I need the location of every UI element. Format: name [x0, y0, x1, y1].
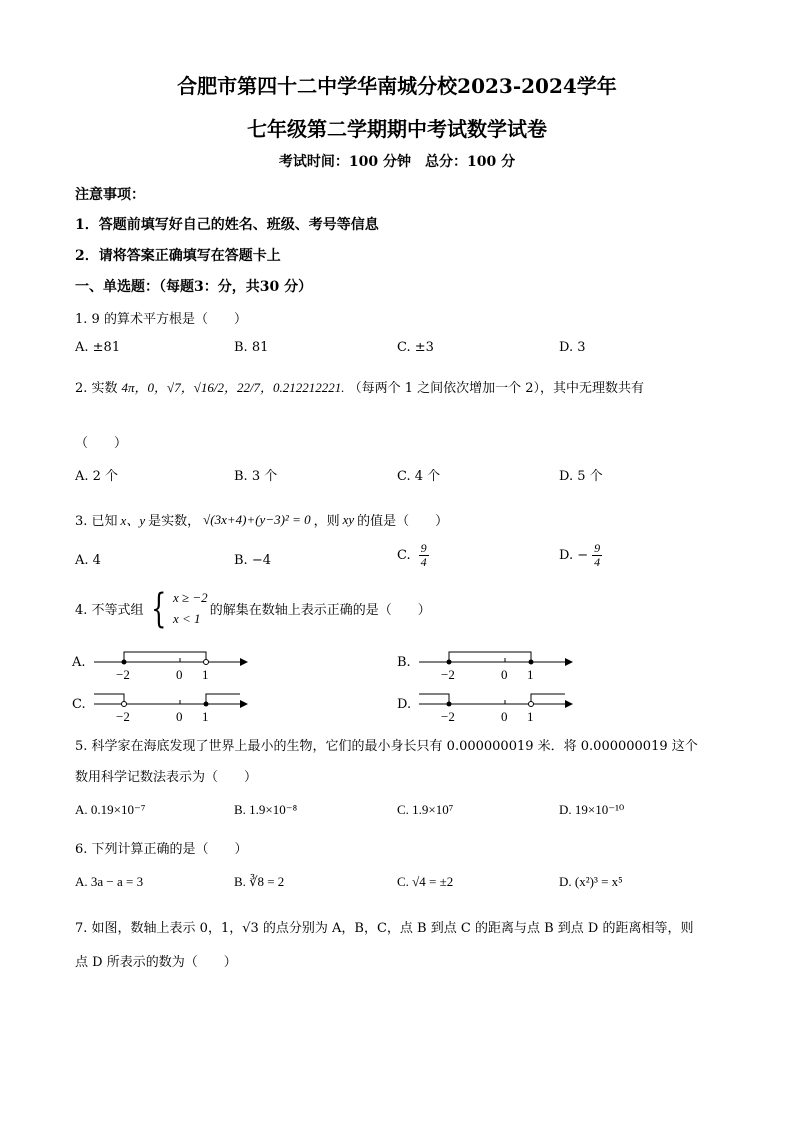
q1-option-a: A. ±81	[75, 340, 121, 355]
q3-option-c	[397, 542, 429, 568]
q1-stem: 1. 9 的算术平方根是（ ）	[75, 312, 247, 327]
q2-prefix: 2. 实数	[75, 381, 118, 396]
q3-mid: 是实数，	[148, 514, 201, 529]
q5-option-c: C. 1.9×10⁷	[397, 802, 454, 817]
q2-suffix: （每两个 1 之间依次增加一个 2），其中无理数共有	[348, 381, 645, 396]
q6-option-d: D. (x²)³ = x⁵	[559, 874, 623, 889]
q7-line-1: 7. 如图，数轴上表示 0，1，√3 的点分别为 A，B，C，点 B 到点 C 的距离与点 B 到点 D 的距离相等，则	[75, 921, 694, 936]
q3-stem	[75, 510, 448, 529]
notes-heading: 注意事项：	[75, 187, 145, 203]
q4d-tick-0: 0	[501, 709, 508, 724]
q4-option-c-label: C.	[72, 697, 86, 712]
q3-option-d-label: D. −	[559, 547, 589, 563]
q2-stem	[75, 377, 644, 396]
q4a-tick-1: 1	[202, 667, 209, 682]
exam-title-line1: 合肥市第四十二中学华南城分校2023-2024学年	[177, 74, 617, 98]
q3-end: 的值是（ ）	[357, 514, 449, 529]
q4-prefix: 4. 不等式组	[75, 603, 144, 619]
q3-option-b: B. −4	[234, 553, 271, 568]
q4a-tick-0: 0	[176, 667, 183, 682]
q6-option-b: B. ∛8 = 2	[234, 874, 285, 889]
q3-vars: x、y	[120, 513, 146, 528]
q5-option-a: A. 0.19×10⁻⁷	[75, 802, 146, 817]
q3-option-c-fraction: $\frac{9}{4}$	[420, 541, 427, 569]
q3-prefix: 3. 已知	[75, 514, 118, 529]
q1-option-b: B. 81	[234, 340, 269, 355]
exam-title-line2: 七年级第二学期期中考试数学试卷	[247, 117, 547, 141]
q2-option-b: B. 3 个	[234, 469, 278, 484]
q2-option-c: C. 4 个	[397, 469, 441, 484]
q4c-tick-1: 1	[202, 709, 209, 724]
q2-option-d: D. 5 个	[559, 469, 603, 484]
q4b-tick-neg2: −2	[441, 667, 455, 682]
q4-option-d-label: D.	[397, 697, 412, 712]
q2-numbers: 4π，0，√7，√16/2，22/7，0.212212221.	[121, 380, 345, 395]
q4c-tick-0: 0	[176, 709, 183, 724]
q4-stem	[75, 585, 431, 632]
q5-option-b: B. 1.9×10⁻⁸	[234, 802, 298, 817]
q4d-tick-neg2: −2	[441, 709, 455, 724]
q6-option-c: C. √4 = ±2	[397, 874, 454, 889]
q3-option-d	[559, 542, 602, 568]
q4-numberline-a	[90, 648, 250, 684]
q5-line-2: 数用科学记数法表示为（ ）	[75, 770, 258, 785]
q4-option-b-label: B.	[397, 655, 411, 670]
q4b-tick-0: 0	[501, 667, 508, 682]
exam-info: 考试时间：100 分钟 总分：100 分	[278, 154, 516, 170]
q4b-tick-1: 1	[527, 667, 534, 682]
q3-option-c-label: C.	[397, 547, 411, 563]
notes-item-2: 2．请将答案正确填写在答题卡上	[75, 248, 281, 264]
q1-option-c: C. ±3	[397, 340, 434, 355]
q3-suffix: ，则	[313, 514, 340, 529]
q7-line-2: 点 D 所表示的数为（ ）	[75, 955, 237, 970]
q4-brace: {	[150, 585, 166, 632]
section-1-heading: 一、单选题：（每题3：分，共30 分）	[75, 279, 313, 295]
q4-ineq-2: x < 1	[173, 610, 201, 626]
q4-ineq-1: x ≥ −2	[173, 590, 208, 605]
q4-numberline-c	[90, 690, 250, 726]
q4-system	[173, 588, 208, 630]
q3-equation: √(3x+4)+(y−3)² = 0	[203, 511, 311, 527]
q3-xy: xy	[342, 511, 355, 527]
q4-numberline-b	[415, 648, 575, 684]
q6-stem: 6. 下列计算正确的是（ ）	[75, 842, 248, 857]
q6-option-a: A. 3a − a = 3	[75, 874, 144, 889]
q3-option-a: A. 4	[75, 553, 101, 568]
q3-option-d-fraction: $\frac{9}{4}$	[594, 541, 601, 569]
notes-item-1: 1．答题前填写好自己的姓名、班级、考号等信息	[75, 217, 379, 233]
q1-option-d: D. 3	[559, 340, 586, 355]
q5-option-d: D. 19×10⁻¹⁰	[559, 802, 625, 817]
q4-option-a-label: A.	[72, 655, 86, 670]
q4a-tick-neg2: −2	[116, 667, 130, 682]
q4-numberline-d	[415, 690, 575, 726]
q4-suffix: 的解集在数轴上表示正确的是（ ）	[209, 603, 431, 619]
q2-option-a: A. 2 个	[75, 469, 119, 484]
q4d-tick-1: 1	[527, 709, 534, 724]
q4c-tick-neg2: −2	[116, 709, 130, 724]
q2-paren: （ ）	[75, 436, 128, 451]
q5-line-1: 5. 科学家在海底发现了世界上最小的生物，它们的最小身长只有 0.000000019 米．将 0.000000019 这个	[75, 739, 698, 754]
